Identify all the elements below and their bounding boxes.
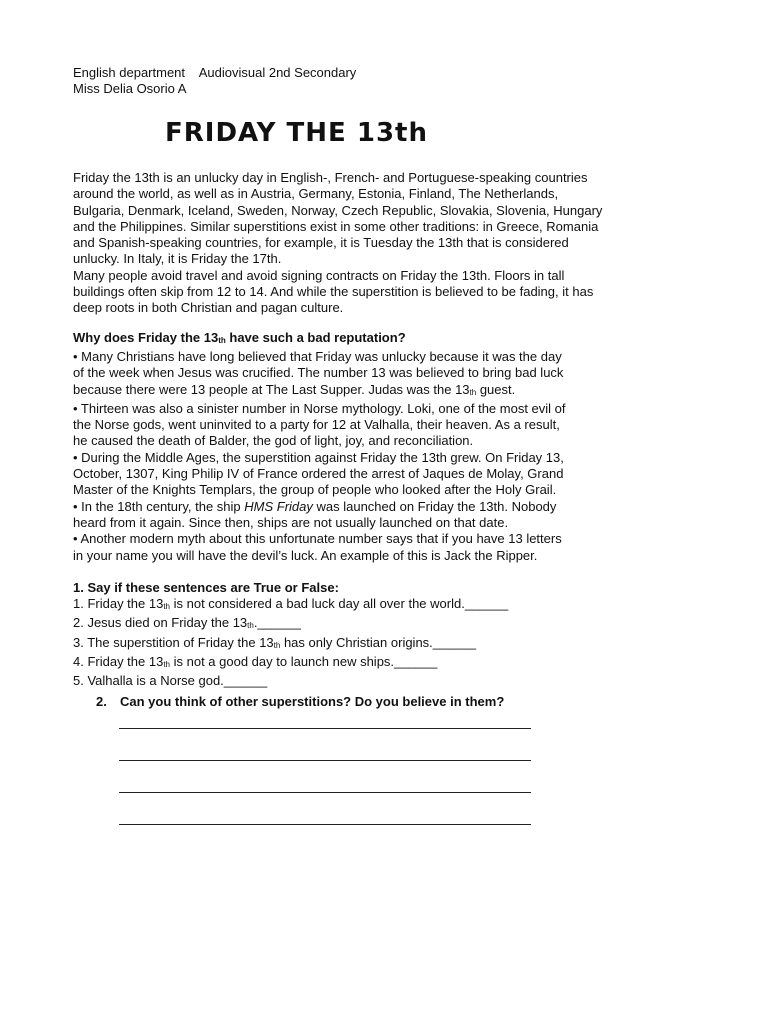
why-heading-pre: Why does Friday the 13 (73, 329, 219, 345)
reason-text: was launched on Friday the 13th. Nobody (312, 498, 557, 514)
answer-line (119, 728, 531, 729)
answer-line (119, 760, 531, 761)
reason-text: guest. (476, 381, 516, 397)
answer-line (119, 824, 531, 825)
sentence-text: .______ (253, 615, 301, 631)
sentence-text: is not considered a bad luck day all over the world.______ (170, 596, 509, 612)
department-line (73, 65, 356, 81)
reason-line: • Another modern myth about this unfortunate number says that if you have 13 letters (73, 531, 562, 547)
why-heading-post: have such a bad reputation? (225, 329, 406, 345)
intro-line: and the Philippines. Similar superstitions exist in some other traditions: in Greece, Romania (73, 218, 599, 234)
exercise2-question (96, 694, 504, 710)
sentence-text: 1. Friday the 13 (73, 596, 164, 612)
reason-line: • Many Christians have long believed that Friday was unlucky because it was the day (73, 348, 562, 364)
reading-text (73, 170, 663, 690)
reason-line: • During the Middle Ages, the superstition against Friday the 13th grew. On Friday 13, (73, 449, 564, 465)
reason-line: October, 1307, King Philip IV of France ordered the arrest of Jaques de Molay, Grand (73, 466, 564, 482)
exercise1-sentence (73, 615, 663, 634)
reason-line: Master of the Knights Templars, the group of people who looked after the Holy Grail. (73, 482, 557, 498)
reason-line: in your name you will have the devil’s luck. An example of this is Jack the Ripper. (73, 547, 538, 563)
department-name: English department (73, 65, 186, 80)
ordinal-suffix: th (273, 640, 281, 650)
reason-line: the Norse gods, went uninvited to a party for 12 at Valhalla, their heaven. As a result, (73, 417, 560, 433)
exercise1-heading: 1. Say if these sentences are True or False: (73, 579, 339, 595)
page-title: FRIDAY THE 13th (165, 118, 428, 148)
reason-line (73, 499, 663, 515)
reason-line (73, 382, 663, 401)
ordinal-suffix: th (218, 335, 226, 345)
intro-line: unlucky. In Italy, it is Friday the 17th. (73, 251, 282, 267)
intro-line: Bulgaria, Denmark, Iceland, Sweden, Norway, Czech Republic, Slovakia, Slovenia, Hungary (73, 202, 603, 218)
intro-line: Many people avoid travel and avoid signing contracts on Friday the 13th. Floors in tall (73, 267, 565, 283)
exercise2-text: Can you think of other superstitions? Do you believe in them? (120, 694, 505, 709)
exercise1-sentence (73, 654, 663, 673)
ordinal-suffix: th (247, 621, 254, 631)
intro-line: and Spanish-speaking countries, for example, it is Tuesday the 13th that is considered (73, 235, 569, 251)
sentence-text: has only Christian origins.______ (280, 634, 477, 650)
intro-line: deep roots in both Christian and pagan culture. (73, 300, 344, 316)
sentence-text: 4. Friday the 13 (73, 654, 164, 670)
ordinal-suffix: th (163, 602, 170, 612)
sentence-text: is not a good day to launch new ships.______ (170, 654, 438, 670)
teacher-name: Miss Delia Osorio A (73, 81, 187, 96)
ship-name: HMS Friday (244, 498, 313, 514)
answer-lines (119, 728, 531, 856)
intro-line: buildings often skip from 12 to 14. And while the superstition is believed to be fading, it has (73, 284, 594, 300)
ordinal-suffix: th (163, 660, 170, 670)
worksheet-header (73, 65, 356, 97)
intro-line: around the world, as well as in Austria, Germany, Estonia, Finland, The Netherlands, (73, 186, 559, 202)
sentence-text: 2. Jesus died on Friday the 13 (73, 615, 248, 631)
exercise1-sentence (73, 596, 663, 615)
course-name: Audiovisual 2nd Secondary (198, 65, 357, 80)
answer-line (119, 792, 531, 793)
exercise1-sentence: 5. Valhalla is a Norse god.______ (73, 673, 268, 689)
exercise2-number: 2. (96, 694, 107, 709)
reason-text: because there were 13 people at The Last Supper. Judas was the 13 (73, 381, 470, 397)
reason-line: heard from it again. Since then, ships are not usually launched on that date. (73, 514, 509, 530)
reason-line: • Thirteen was also a sinister number in Norse mythology. Loki, one of the most evil of (73, 400, 566, 416)
reason-line: of the week when Jesus was crucified. The number 13 was believed to bring bad luck (73, 365, 564, 381)
reason-line: he caused the death of Balder, the god of light, joy, and reconciliation. (73, 433, 474, 449)
ordinal-suffix: th (469, 387, 477, 397)
reason-text: • In the 18th century, the ship (73, 498, 245, 514)
sentence-text: 3. The superstition of Friday the 13 (73, 634, 274, 650)
intro-line: Friday the 13th is an unlucky day in English-, French- and Portuguese-speaking countries (73, 170, 588, 185)
why-heading (73, 330, 663, 349)
exercise1-sentence (73, 635, 663, 654)
